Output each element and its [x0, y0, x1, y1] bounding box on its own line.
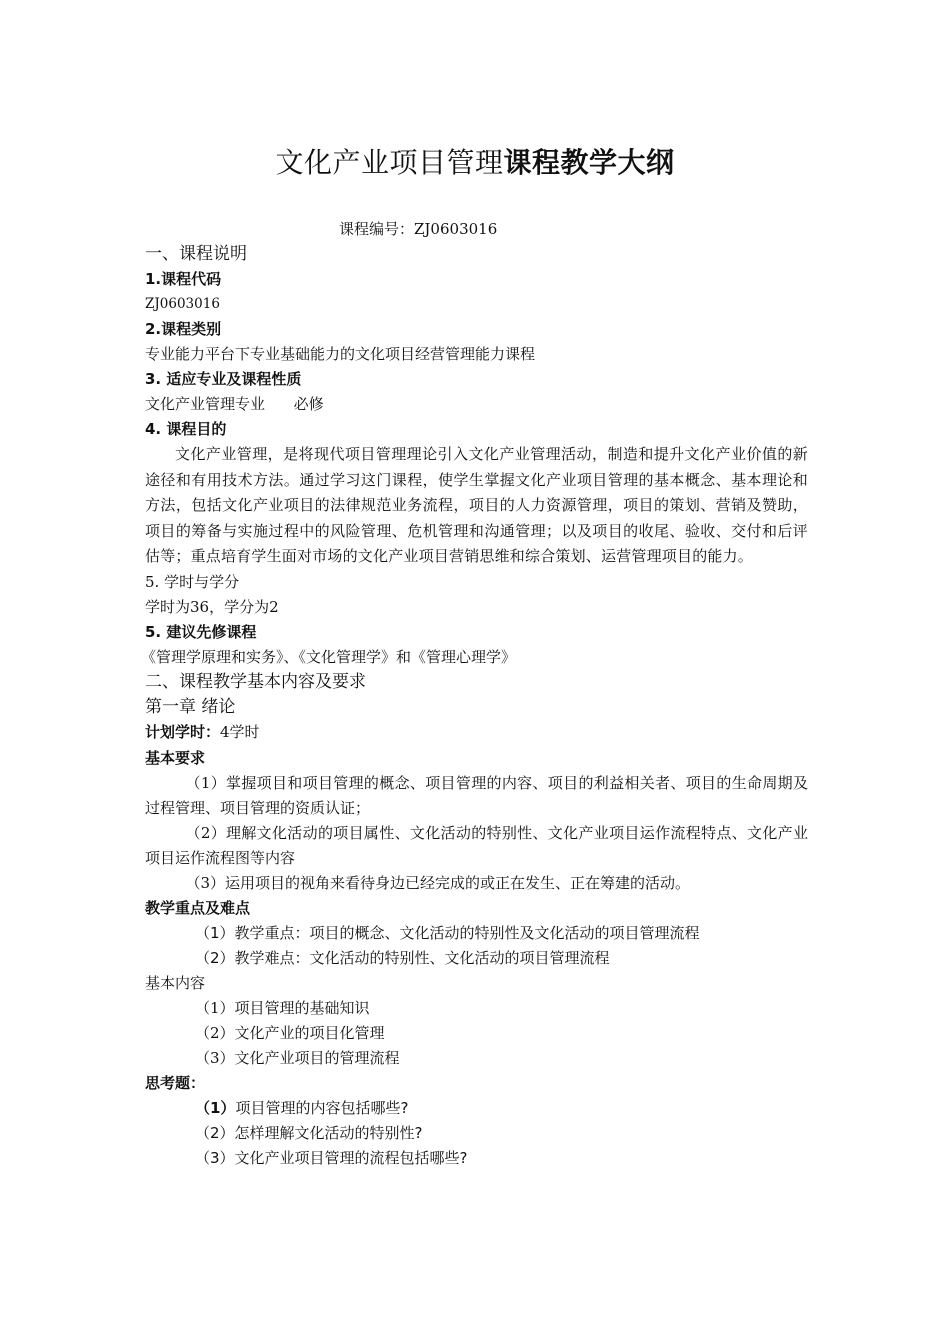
requirement-1: （1）掌握项目和项目管理的概念、项目管理的内容、项目的利益相关者、项目的生命周期及过程管理、项目管理的资质认证； — [145, 773, 808, 817]
key-point-2: （2）教学难点：文化活动的特别性、文化活动的项目管理流程 — [195, 948, 610, 967]
course-code-label: 1.课程代码 — [145, 270, 222, 288]
questions-label: 思考题： — [145, 1073, 206, 1092]
course-code-value: ZJ0603016 — [145, 296, 220, 312]
course-major-value: 文化产业管理专业 必修 — [145, 395, 324, 413]
section-1-heading: 一、课程说明 — [145, 244, 247, 264]
requirements-label: 基本要求 — [145, 748, 206, 767]
hours-value: 学时为36，学分为2 — [145, 597, 279, 616]
content-label: 基本内容 — [145, 973, 206, 992]
hours-label: 5. 学时与学分 — [145, 572, 240, 591]
course-goal-label: 4. 课程目的 — [145, 420, 227, 438]
content-item-3: （3）文化产业项目的管理流程 — [195, 1048, 400, 1067]
document-title — [0, 143, 950, 183]
planned-hours-label: 计划学时： — [145, 722, 221, 741]
course-type-value: 专业能力平台下专业基础能力的文化项目经营管理能力课程 — [145, 345, 536, 363]
planned-hours-value: 4学时 — [220, 722, 260, 741]
requirement-3: （3）运用项目的视角来看待身边已经完成的或正在发生、正在筹建的活动。 — [185, 873, 691, 892]
chapter-title: 第一章 绪论 — [145, 696, 236, 717]
question-1 — [145, 1096, 808, 1121]
course-goal-text: 文化产业管理，是将现代项目管理理论引入文化产业管理活动，制造和提升文化产业价值的新途径和有用技术方法。通过学习这门课程，使学生掌握文化产业项目管理的基本概念、基本理论和方法，包括文化产业项目的法律规范业务流程，项目的人力资源管理，项目的策划、营销及赞助，项目的筹备与实施过程中的风险管理、危机管理和沟通管理；以及项目的收尾、验收、交付和后评估等；重点培育学生面对市场的文化产业项目营销思维和综合策划、运营管理项目的能力。 — [145, 445, 808, 565]
section-2-heading: 二、课程教学基本内容及要求 — [145, 671, 366, 692]
question-2: （2）怎样理解文化活动的特别性? — [195, 1123, 423, 1142]
question-3: （3）文化产业项目管理的流程包括哪些? — [195, 1148, 468, 1167]
title-bold: 课程教学大纲 — [503, 146, 675, 179]
document-body — [141, 242, 808, 1171]
question-1-text: 项目管理的内容包括哪些? — [235, 1098, 409, 1117]
course-type-label: 2.课程类别 — [145, 320, 222, 338]
title-regular: 文化产业项目管理 — [275, 146, 504, 179]
key-point-1: （1）教学重点：项目的概念、文化活动的特别性及文化活动的项目管理流程 — [195, 923, 700, 942]
course-number: 课程编号：ZJ0603016 — [339, 220, 498, 238]
key-points-label: 教学重点及难点 — [145, 898, 251, 917]
course-major-label: 3. 适应专业及课程性质 — [145, 370, 302, 388]
prereq-label: 5. 建议先修课程 — [145, 622, 257, 641]
question-1-number: （1） — [195, 1098, 236, 1117]
content-item-2: （2）文化产业的项目化管理 — [195, 1023, 385, 1042]
requirement-2: （2）理解文化活动的项目属性、文化活动的特别性、文化产业项目运作流程特点、文化产业项目运作流程图等内容 — [145, 823, 808, 867]
prereq-value: 《管理学原理和实务》、《文化管理学》和《管理心理学》 — [141, 647, 517, 666]
planned-hours — [145, 720, 808, 746]
content-item-1: （1）项目管理的基础知识 — [195, 998, 370, 1017]
